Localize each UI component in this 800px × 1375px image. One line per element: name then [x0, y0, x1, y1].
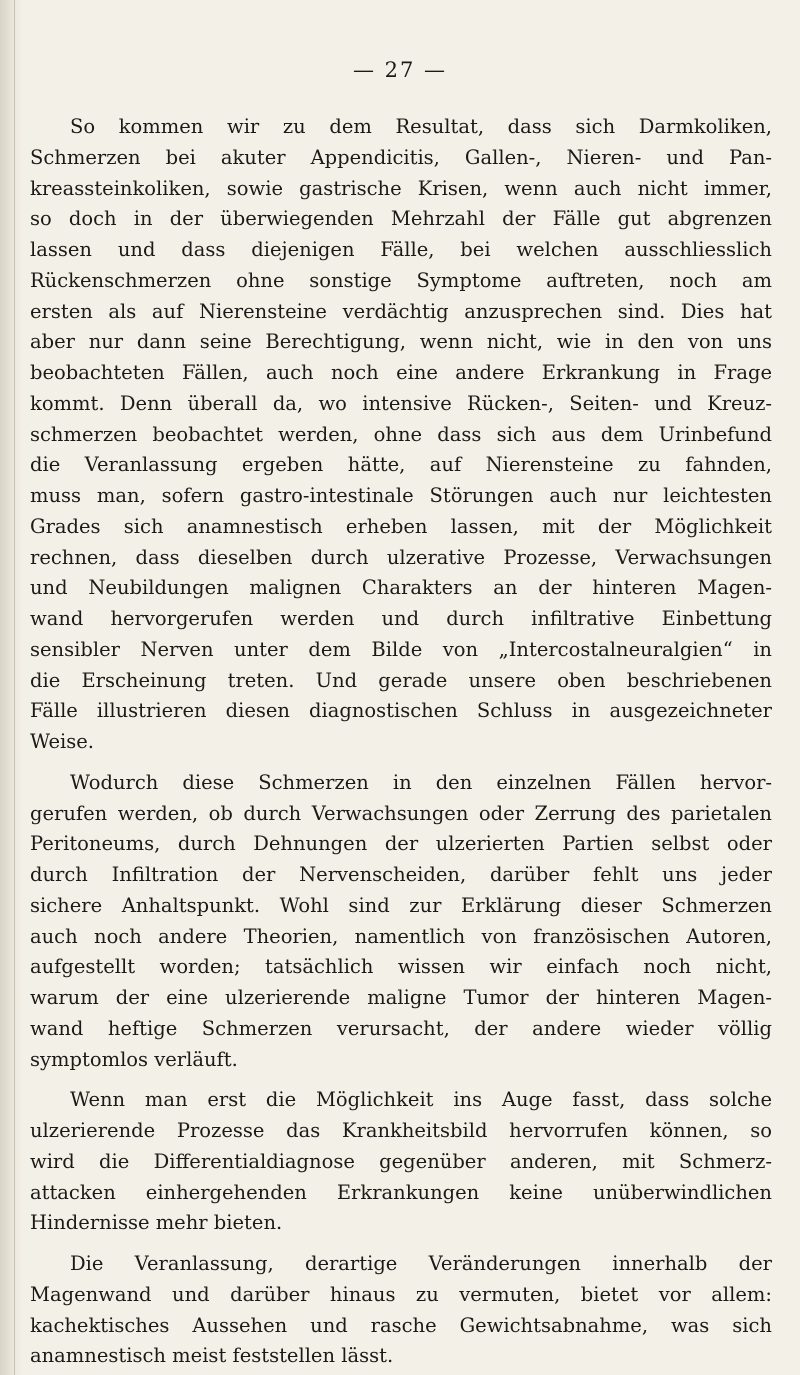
binding-edge: [14, 0, 15, 1375]
text-line: Weise.: [30, 730, 94, 753]
text-line: Fälle illustrieren diesen diagnostischen Schluss in ausgezeichneter: [30, 699, 772, 723]
text-line: warum der eine ulzerierende maligne Tumor der hinteren Magen-: [30, 986, 772, 1009]
text-line: muss man, sofern gastro-intestinale Störungen auch nur leichtesten: [30, 484, 772, 507]
binding-shadow: [0, 0, 22, 1375]
text-line: Wodurch diese Schmerzen in den einzelnen Fällen hervor-: [70, 770, 772, 794]
text-line: sichere Anhaltspunkt. Wohl sind zur Erklärung dieser Schmerzen: [30, 893, 772, 917]
text-line: aber nur dann seine Berechtigung, wenn nicht, wie in den von uns: [30, 330, 772, 354]
text-line: lassen und dass diejenigen Fälle, bei welchen ausschliesslich: [30, 238, 772, 261]
text-line: kreassteinkoliken, sowie gastrische Krisen, wenn auch nicht immer,: [30, 176, 772, 200]
text-line: Peritoneums, durch Dehnungen der ulzerierten Partien selbst oder: [30, 832, 772, 856]
text-line: schmerzen beobachtet werden, ohne dass sich aus dem Urinbefund: [30, 422, 772, 446]
text-line: aufgestellt worden; tatsächlich wissen wir einfach noch nicht,: [30, 955, 772, 979]
text-line: symptomlos verläuft.: [30, 1047, 238, 1071]
text-line: Grades sich anamnestisch erheben lassen, mit der Möglichkeit: [30, 514, 772, 538]
text-line: durch Infiltration der Nervenscheiden, darüber fehlt uns jeder: [30, 863, 772, 886]
text-line: und Neubildungen malignen Charakters an der hinteren Magen-: [30, 576, 772, 600]
text-line: wird die Differentialdiagnose gegenüber anderen, mit Schmerz-: [30, 1149, 772, 1173]
text-line: Schmerzen bei akuter Appendicitis, Gallen-, Nieren- und Pan-: [30, 145, 772, 169]
text-line: Magenwand und darüber hinaus zu vermuten, bietet vor allem:: [30, 1282, 772, 1306]
text-line: anamnestisch meist feststellen lässt.: [30, 1344, 394, 1368]
text-line: Rückenschmerzen ohne sonstige Symptome auftreten, noch am: [30, 268, 772, 292]
body-text: [30, 112, 772, 1372]
text-line: gerufen werden, ob durch Verwachsungen oder Zerrung des parietalen: [30, 801, 772, 825]
text-line: kachektisches Aussehen und rasche Gewichtsabnahme, was sich: [30, 1313, 772, 1337]
text-line: so doch in der überwiegenden Mehrzahl der Fälle gut abgrenzen: [30, 207, 772, 231]
text-line: So kommen wir zu dem Resultat, dass sich Darmkoliken,: [70, 115, 772, 138]
paragraph-gap: [30, 1239, 772, 1249]
text-line: beobachteten Fällen, auch noch eine andere Erkrankung in Frage: [30, 361, 772, 384]
paragraph: [30, 768, 772, 1076]
paragraph-gap: [30, 758, 772, 768]
text-line: wand hervorgerufen werden und durch infiltrative Einbettung: [30, 607, 772, 630]
text-line: ersten als auf Nierensteine verdächtig anzusprechen sind. Dies hat: [30, 299, 772, 323]
text-line: Die Veranlassung, derartige Veränderungen innerhalb der: [70, 1252, 772, 1275]
text-line: wand heftige Schmerzen verursacht, der andere wieder völlig: [30, 1016, 772, 1040]
paragraph: [30, 1249, 772, 1372]
text-line: rechnen, dass dieselben durch ulzerative Prozesse, Verwachsungen: [30, 545, 772, 569]
text-line: ulzerierende Prozesse das Krankheitsbild hervorrufen können, so: [30, 1119, 772, 1142]
text-line: kommt. Denn überall da, wo intensive Rücken-, Seiten- und Kreuz-: [30, 391, 772, 415]
text-line: auch noch andere Theorien, namentlich von französischen Autoren,: [30, 924, 772, 948]
text-line: Hindernisse mehr bieten.: [30, 1211, 283, 1235]
text-line: die Erscheinung treten. Und gerade unsere oben beschriebenen: [30, 668, 772, 692]
text-line: die Veranlassung ergeben hätte, auf Nierensteine zu fahnden,: [30, 453, 772, 477]
paragraph: [30, 112, 772, 758]
text-line: attacken einhergehenden Erkrankungen keine unüberwindlichen: [30, 1180, 772, 1204]
text-line: sensibler Nerven unter dem Bilde von „Intercostalneuralgien“ in: [30, 637, 772, 661]
page-number: — 27 —: [352, 58, 448, 82]
paragraph: [30, 1085, 772, 1239]
paragraph-gap: [30, 1075, 772, 1085]
text-line: Wenn man erst die Möglichkeit ins Auge fasst, dass solche: [70, 1088, 772, 1112]
